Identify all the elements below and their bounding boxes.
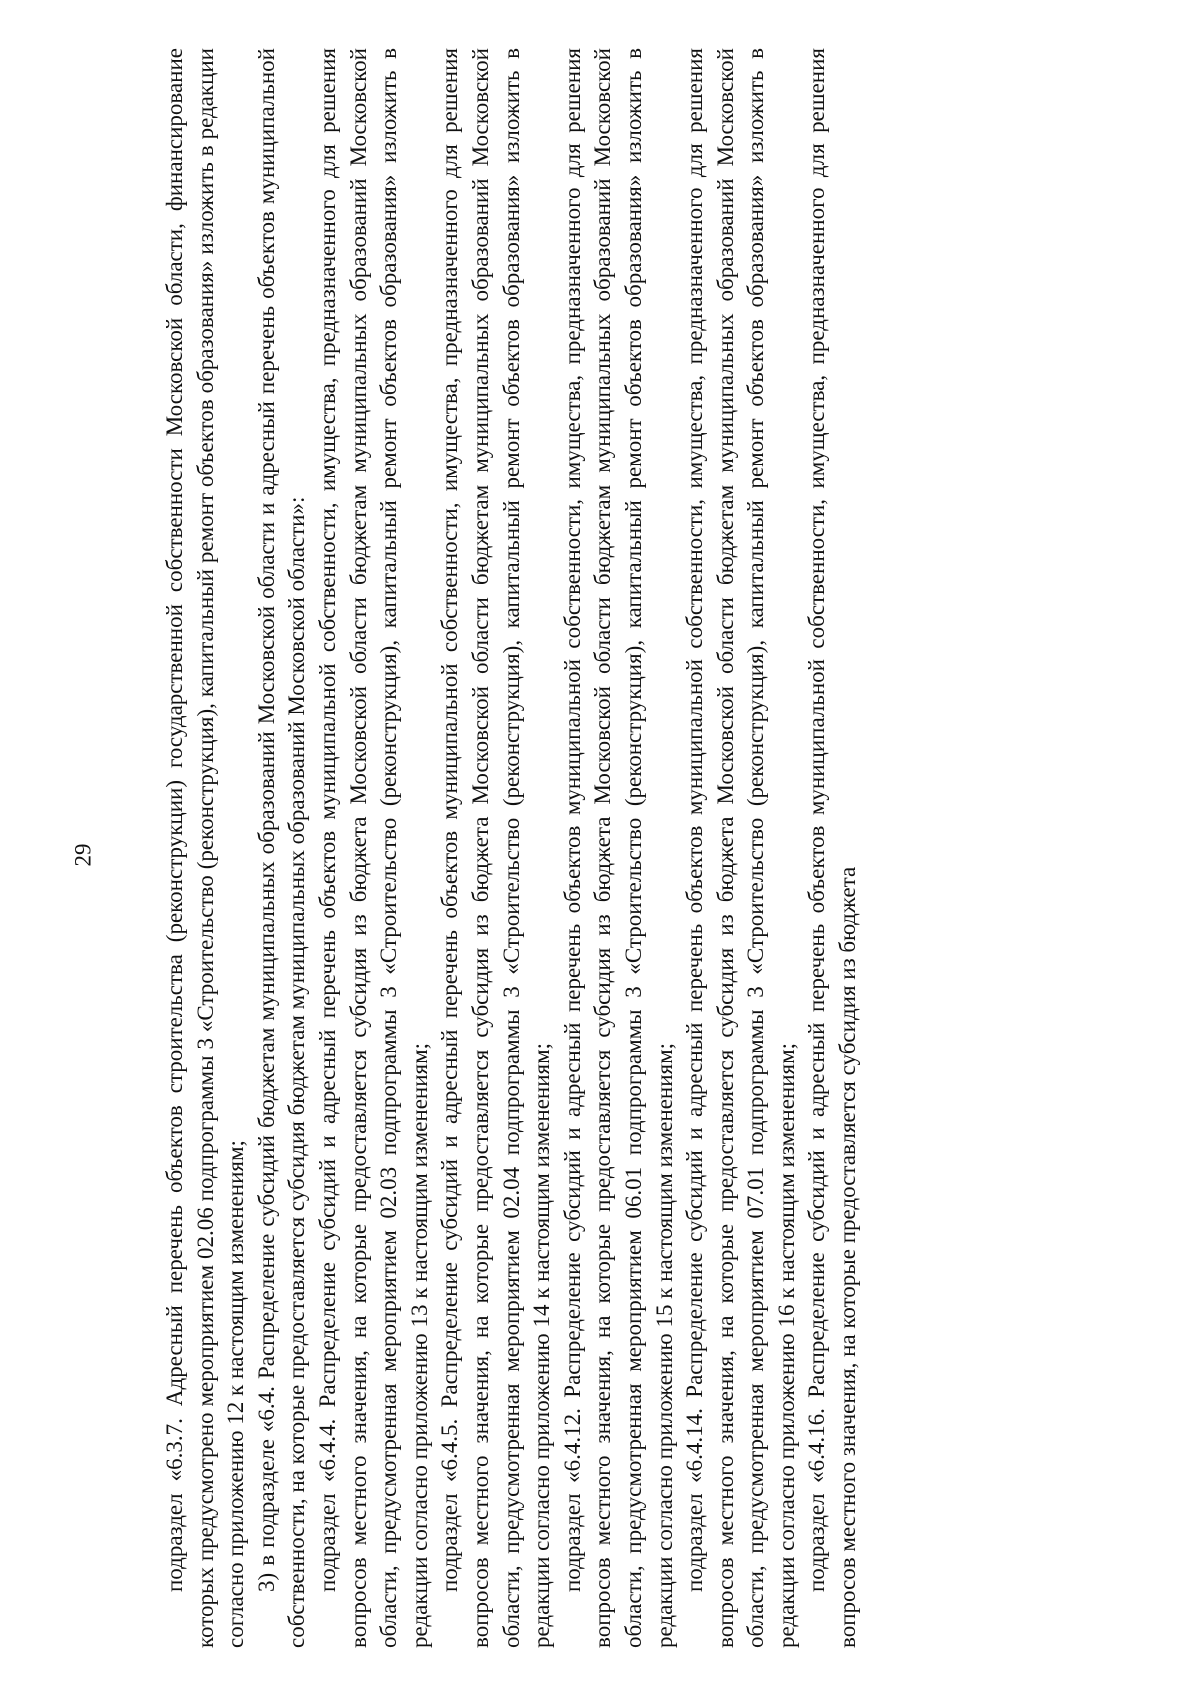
page-number: 29 <box>70 843 96 867</box>
paragraph-subsection-6-4-4: подраздел «6.4.4. Распределение субсидий и адресный перечень объектов муниципальной собственности, имущества, предназначенного для решения вопросов местного значения, на которые предоставляется субсидия из бюджета Московской области бюджетам муниципальных образований Московской области, предусмотренная мероприятием 02.03 подпрограммы 3 «Строительство (реконструкция), капитальный ремонт объектов образования» изложить в редакции согласно приложению 13 к настоящим изменениям; <box>314 48 432 1648</box>
paragraph-subsection-6-4-12: подраздел «6.4.12. Распределение субсидий и адресный перечень объектов муниципальной собственности, имущества, предназначенного для решения вопросов местного значения, на которые предоставляется субсидия из бюджета Московской области бюджетам муниципальных образований Московской области, предусмотренная мероприятием 06.01 подпрограммы 3 «Строительство (реконструкция), капитальный ремонт объектов образования» изложить в редакции согласно приложению 15 к настоящим изменениям; <box>559 48 677 1648</box>
paragraph-subsection-6-4-16: подраздел «6.4.16. Распределение субсидий и адресный перечень объектов муниципальной собственности, имущества, предназначенного для решения вопросов местного значения, на которые предоставляется субсидия из бюджета <box>804 48 861 1648</box>
document-body <box>160 48 1040 1648</box>
paragraph-subsection-6-3-7: подраздел «6.3.7. Адресный перечень объектов строительства (реконструкции) государственной собственности Московской области, финансирование которых предусмотрено мероприятием 02.06 подпрограммы 3 «Строительство (реконструкция), капитальный ремонт объектов образования» изложить в редакции согласно приложению 12 к настоящим изменениям; <box>162 48 249 1648</box>
paragraph-subsection-6-4-5: подраздел «6.4.5. Распределение субсидий и адресный перечень объектов муниципальной собственности, имущества, предназначенного для решения вопросов местного значения, на которые предоставляется субсидия из бюджета Московской области бюджетам муниципальных образований Московской области, предусмотренная мероприятием 02.04 подпрограммы 3 «Строительство (реконструкция), капитальный ремонт объектов образования» изложить в редакции согласно приложению 14 к настоящим изменениям; <box>437 48 555 1648</box>
paragraph-subsection-6-4-14: подраздел «6.4.14. Распределение субсидий и адресный перечень объектов муниципальной собственности, имущества, предназначенного для решения вопросов местного значения, на которые предоставляется субсидия из бюджета Московской области бюджетам муниципальных образований Московской области, предусмотренная мероприятием 07.01 подпрограммы 3 «Строительство (реконструкция), капитальный ремонт объектов образования» изложить в редакции согласно приложению 16 к настоящим изменениям; <box>682 48 799 1648</box>
paragraph-item-3: 3) в подразделе «6.4. Распределение субсидий бюджетам муниципальных образований Московской области и адресный перечень объектов муниципальной собственности, на которые предоставляется субсидия бюджетам муниципальных образований Московской области»: <box>253 48 310 1648</box>
